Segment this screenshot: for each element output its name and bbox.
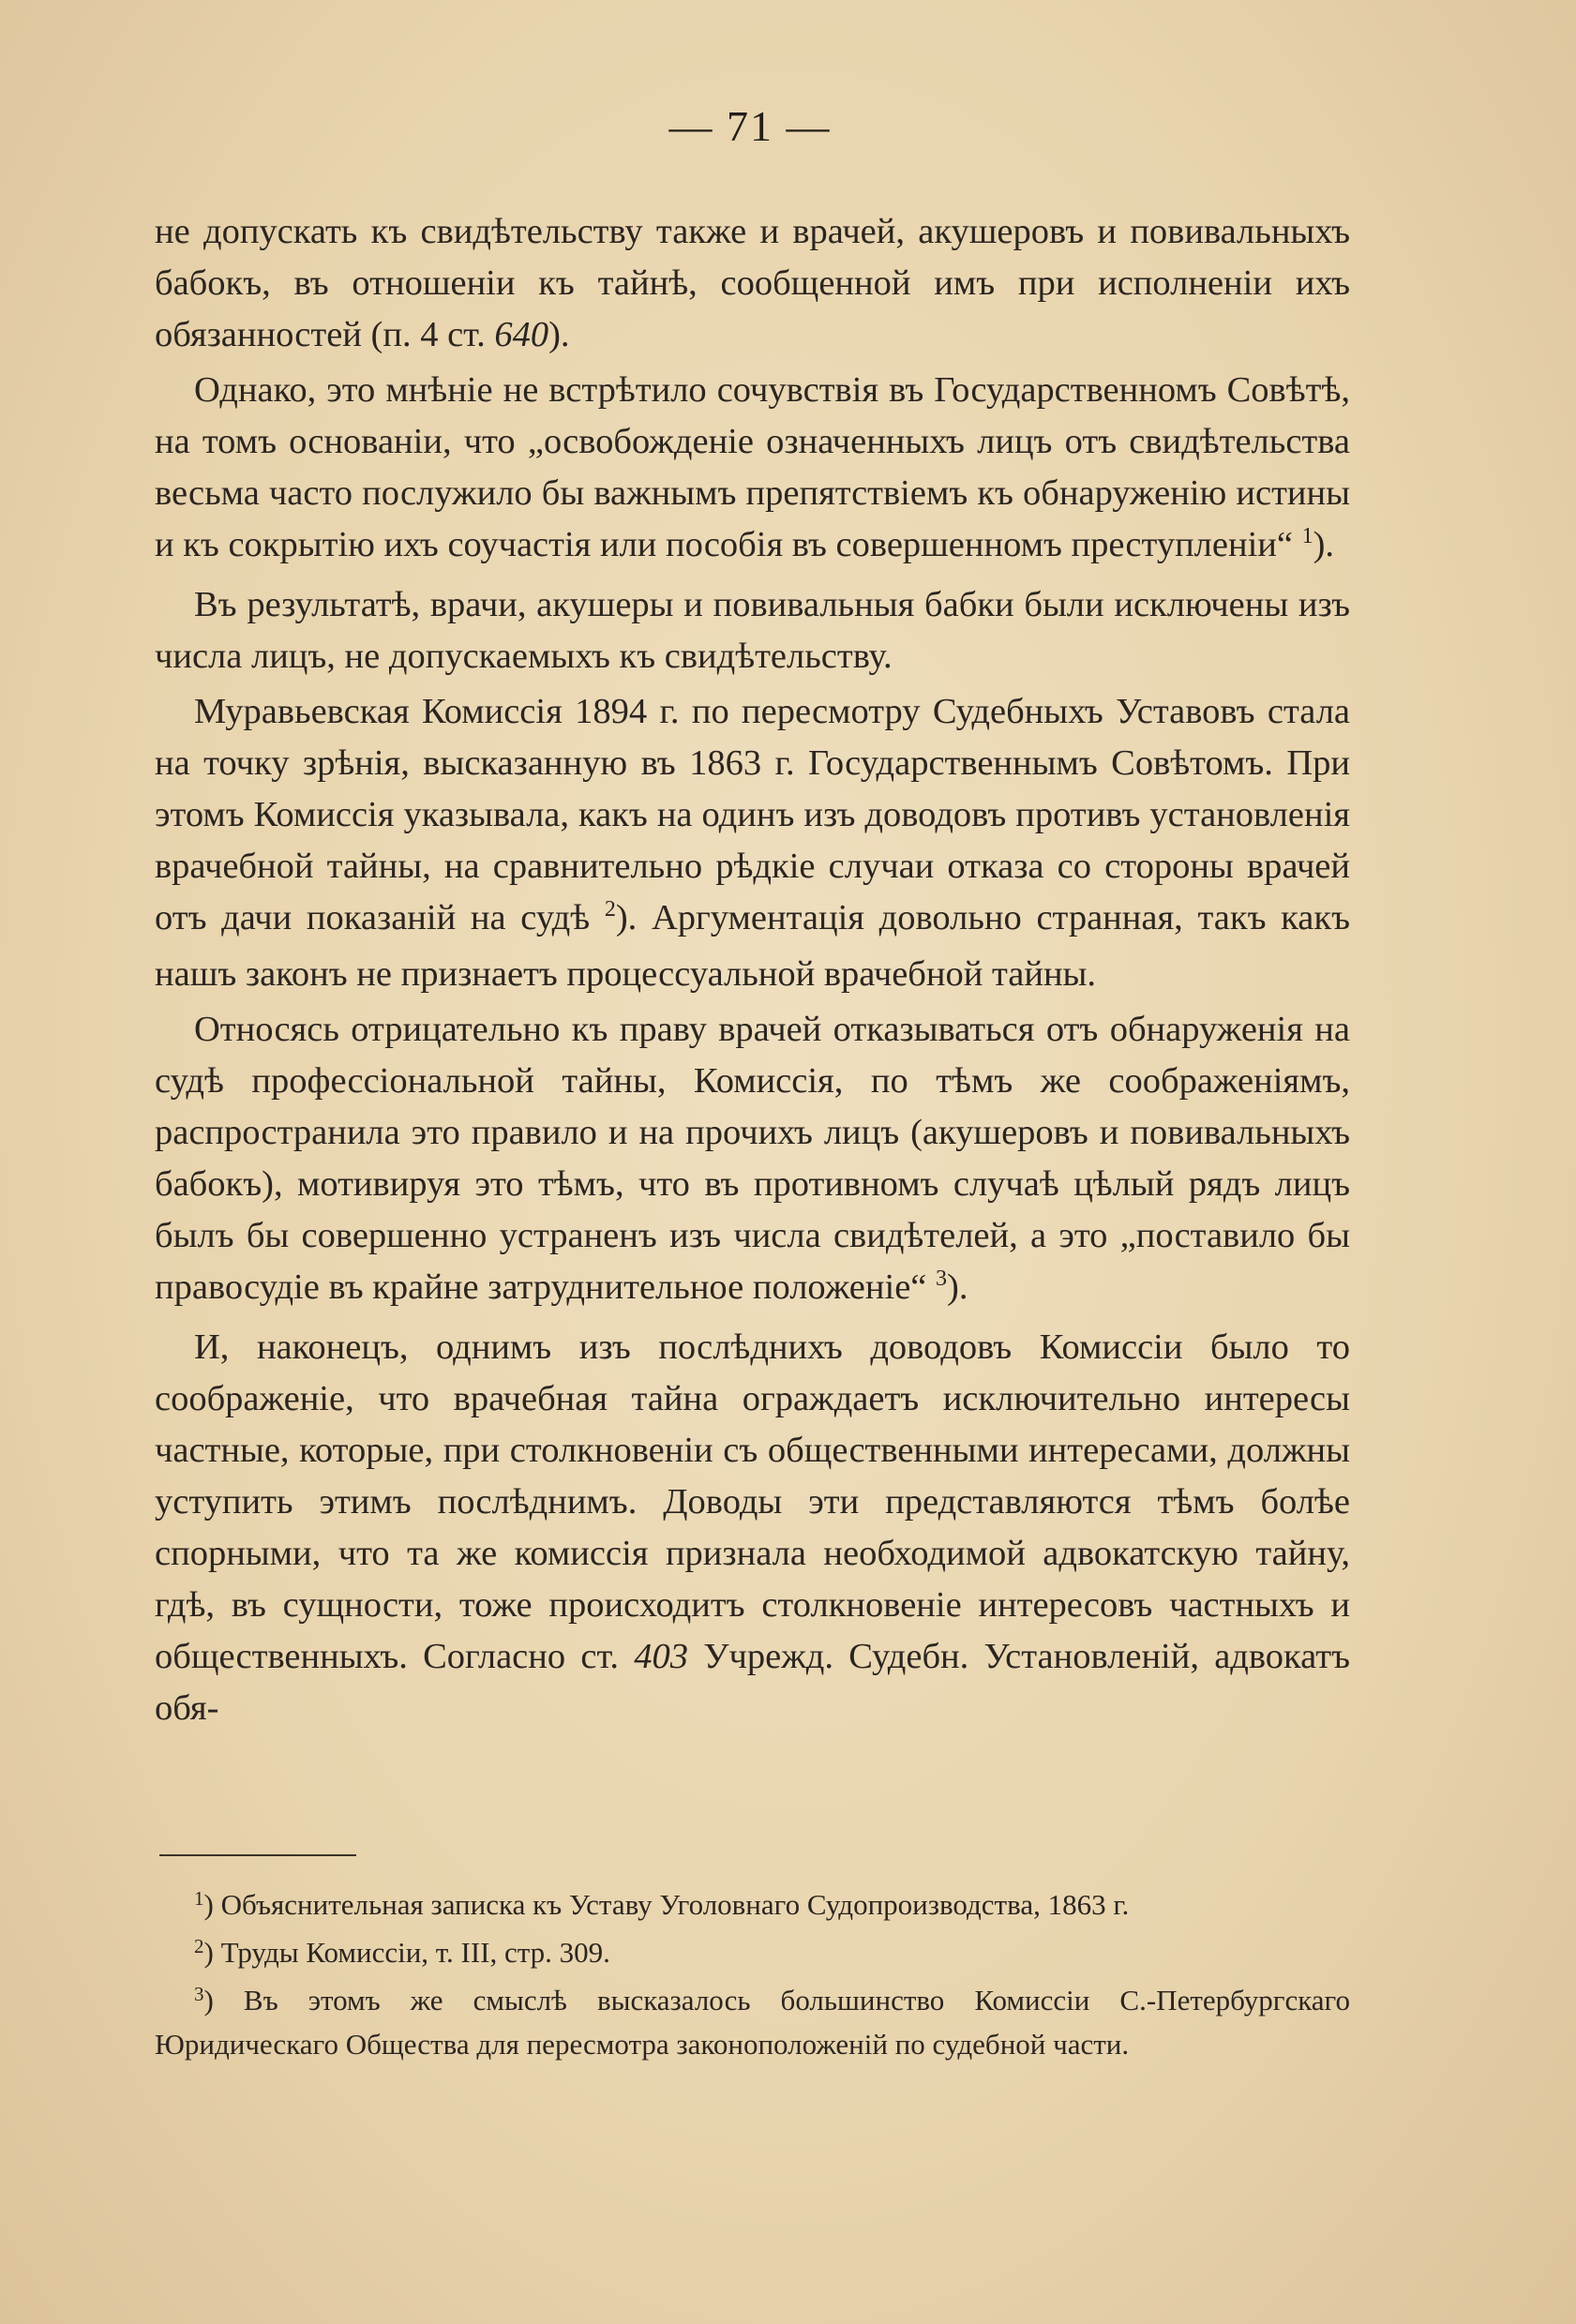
article-number: 403 — [634, 1637, 688, 1676]
body-text — [155, 206, 1350, 1734]
text-run: не допускать къ свидѣтельству также и врачей, акушеровъ и повивальныхъ бабокъ, въ отношенiи къ тайнѣ, сообщенной имъ при исполненiи ихъ обязанностей (п. 4 ст. — [155, 212, 1350, 354]
footnote — [155, 1980, 1350, 2065]
footnote-reference: 3 — [936, 1267, 947, 1291]
footnote-mark: 1 — [194, 1887, 204, 1910]
footnote — [155, 1932, 1350, 1976]
page-number: — 71 — — [668, 102, 832, 150]
footnote-reference: 2 — [604, 897, 616, 922]
text-run: ). Аргументацiя довольно странная, такъ какъ нашъ законъ не признаетъ процессуальной врачебной тайны. — [155, 898, 1350, 994]
text-run: Въ результатѣ, врачи, акушеры и повивальныя бабки были исключены изъ числа лицъ, не допускаемыхъ къ свидѣтельству. — [155, 585, 1350, 676]
text-run: Относясь отрицательно къ праву врачей отказываться отъ обнаруженiя на судѣ профессiональной тайны, Комиссiя, по тѣмъ же соображенiямъ, распространила это правило и на прочихъ лицъ (акушеровъ и повивальныхъ бабокъ), мотивируя это тѣмъ, что въ противномъ случаѣ цѣлый рядъ лицъ былъ бы совершенно устраненъ изъ числа свидѣтелей, а это „поставило бы правосудiе въ крайне затруднительное положенiе“ — [155, 1010, 1350, 1307]
text-run: ). — [548, 315, 570, 354]
paragraph — [155, 579, 1350, 682]
footnote — [155, 1884, 1350, 1928]
paragraph — [155, 1004, 1350, 1318]
footnote-text: ) Въ этомъ же смыслѣ высказалось большинство Комиссiи С.-Петербургскаго Юридическаго Общества для пересмотра законоположенiй по судебной части. — [155, 1984, 1350, 2061]
footnote-text: ) Объяснительная записка къ Уставу Уголовнаго Судопроизводства, 1863 г. — [203, 1888, 1130, 1921]
text-run: ). — [947, 1267, 968, 1307]
paragraph — [155, 686, 1350, 1000]
text-run: Учрежд. Судебн. Установленiй, адвокатъ обя- — [155, 1637, 1351, 1728]
footnote-reference: 1 — [1301, 524, 1313, 548]
text-run: Однако, это мнѣнiе не встрѣтило сочувствiя въ Государственномъ Совѣтѣ, на томъ основанiи, что „освобожденiе означенныхъ лицъ отъ свидѣтельства весьма часто послужило бы важнымъ препятствiемъ къ обнаруженiю истины и къ сокрытiю ихъ соучастiя или пособiя въ совершенномъ преступленiи“ — [155, 370, 1350, 564]
footnote-mark: 3 — [194, 1983, 204, 2005]
footnote-text: ) Труды Комиссiи, т. III, стр. 309. — [203, 1936, 610, 1969]
footnote-divider — [159, 1854, 356, 1856]
paragraph — [155, 365, 1350, 576]
footnote-mark: 2 — [194, 1935, 204, 1957]
text-run: И, наконецъ, однимъ изъ послѣднихъ доводовъ Комиссiи было то соображенiе, что врачебная тайна ограждаетъ исключительно интересы частные, которые, при столкновенiи съ общественными интересами, должны уступить этимъ послѣднимъ. Доводы эти представляются тѣмъ болѣе спорными, что та же комиссiя признала необходимой адвокатскую тайну, гдѣ, въ сущности, тоже происходитъ столкновенiе интересовъ частныхъ и общественныхъ. Согласно ст. — [155, 1327, 1350, 1676]
article-number: 640 — [494, 315, 549, 354]
paragraph — [155, 206, 1350, 361]
footnotes — [155, 1884, 1350, 2065]
paragraph — [155, 1322, 1350, 1734]
text-run: ). — [1313, 525, 1335, 564]
text-run: Муравьевская Комиссiя 1894 г. по пересмотру Судебныхъ Уставовъ стала на точку зрѣнiя, высказанную въ 1863 г. Государственнымъ Совѣтомъ. При этомъ Комиссiя указывала, какъ на одинъ изъ доводовъ противъ установленiя врачебной тайны, на сравнительно рѣдкiе случаи отказа со стороны врачей отъ дачи показанiй на судѣ — [155, 692, 1350, 937]
